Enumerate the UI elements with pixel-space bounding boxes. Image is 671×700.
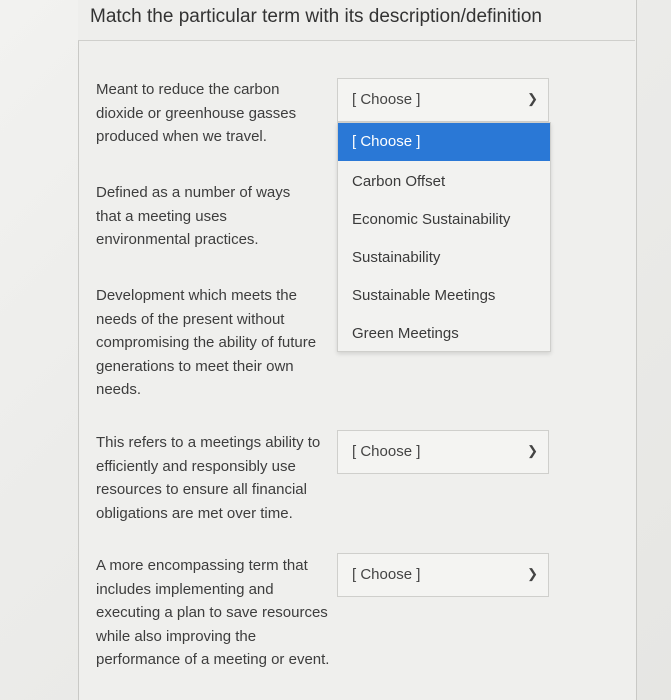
dropdown-option-carbon-offset[interactable]: Carbon Offset [352, 173, 446, 190]
description-5: A more encompassing term that includes implementing and executing a plan to save resources while also improving the performance of a meeting or event. [96, 557, 330, 668]
chevron-down-icon: ❯ [527, 566, 538, 581]
chevron-down-icon: ❯ [527, 91, 538, 106]
description-2: Defined as a number of ways that a meeting uses environmental practices. [96, 184, 291, 248]
question-title: Match the particular term with its description/definition [90, 6, 542, 27]
select-term-5[interactable] [337, 553, 549, 597]
select-term-1[interactable] [337, 78, 549, 122]
select-value: [ Choose ] [352, 566, 421, 583]
dropdown-option-green-meetings[interactable]: Green Meetings [352, 325, 459, 342]
dropdown-option-economic-sustainability[interactable]: Economic Sustainability [352, 211, 511, 228]
select-value: [ Choose ] [352, 443, 421, 460]
select-term-4[interactable] [337, 430, 549, 474]
description-3: Development which meets the needs of the present without compromising the ability of future generations to meet their own needs. [96, 287, 317, 398]
dropdown-option-sustainable-meetings[interactable]: Sustainable Meetings [352, 287, 496, 304]
dropdown-list [337, 122, 551, 352]
description-4: This refers to a meetings ability to efficiently and responsibly use resources to ensure all financial obligations are met over time. [96, 434, 321, 522]
dropdown-option-sustainability[interactable]: Sustainability [352, 249, 441, 266]
description-1: Meant to reduce the carbon dioxide or greenhouse gasses produced when we travel. [96, 81, 297, 145]
chevron-down-icon: ❯ [527, 443, 538, 458]
select-value: [ Choose ] [352, 91, 421, 108]
dropdown-option-choose[interactable]: [ Choose ] [338, 123, 550, 161]
